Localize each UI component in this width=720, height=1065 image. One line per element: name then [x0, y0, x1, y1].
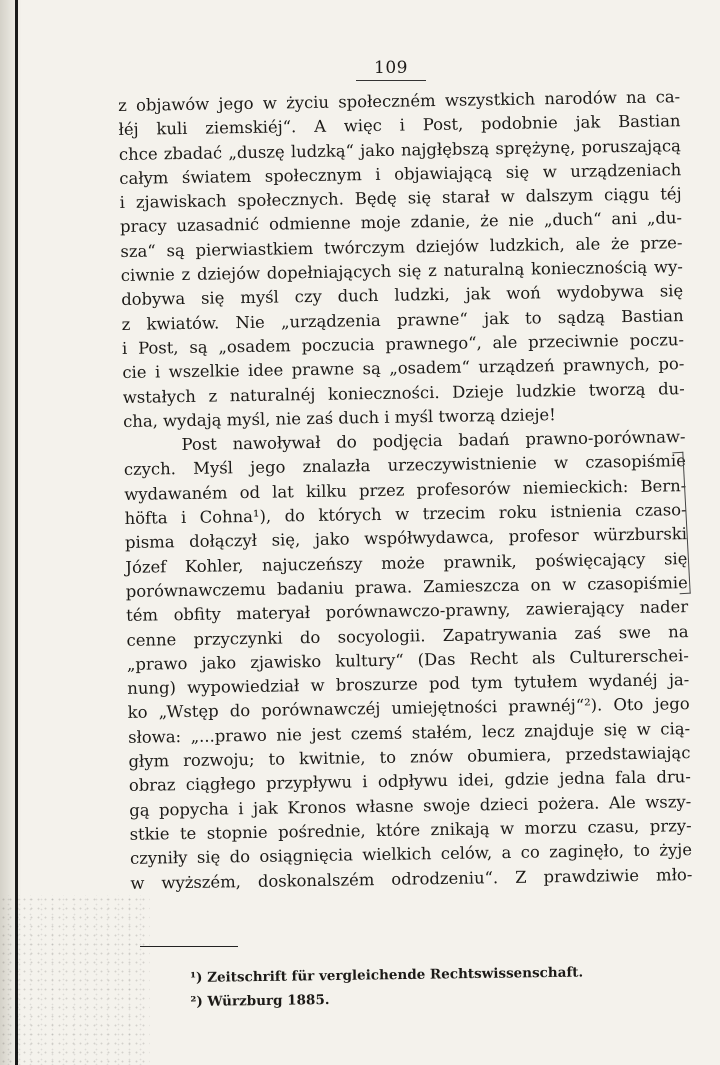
text-line: Post nawoływał do podjęcia badań prawno-porównaw- — [181, 427, 686, 455]
header-rule — [356, 80, 426, 81]
text-line: porównawczemu badaniu prawa. Zamieszcza on w czasopiśmie — [125, 573, 688, 601]
text-line: całym światem społecznym i objawiającą się w urządzeniach — [119, 160, 682, 188]
text-line: nung) wypowiedział w broszurze pod tym tytułem wydanéj ja- — [127, 670, 690, 699]
text-line: głym rozwoju; to kwitnie, to znów obumiera, przedstawiając — [128, 743, 691, 771]
text-line: z kwiatów. Nie „urządzenia prawne“ jak to sądzą Bastian — [121, 305, 684, 334]
text-line: dobywa się myśl czy duch ludzki, jak woń wydobywa się — [121, 281, 684, 310]
text-line: gą popycha i jak Kronos własne swoje dzieci pożera. Ale wszy- — [129, 791, 692, 820]
text-line: cha, wydają myśl, nie zaś duch i myśl tworzą dzieje! — [122, 405, 556, 431]
footnote-1: ¹) Zeitschrift für vergleichende Rechtswissenschaft. — [190, 964, 584, 986]
text-line: cie i wszelkie idee prawne są „osadem“ urządzeń prawnych, po- — [122, 354, 685, 383]
text-line: höfta i Cohna¹), do których w trzecim roku istnienia czaso- — [124, 500, 687, 528]
text-line: wstałych z naturalnéj konieczności. Dzieje ludzkie tworzą du- — [122, 378, 685, 407]
body-text — [118, 85, 693, 896]
text-line: czyniły się do osiągnięcia wielkich celów, a co zaginęło, to żyje — [129, 840, 693, 869]
text-line: ko „Wstęp do porównawczéj umiejętności prawnéj“²). Oto jego — [127, 694, 690, 723]
text-line: słowa: „...prawo nie jest czemś stałém, lecz znajduje się w cią- — [127, 718, 691, 747]
text-line: pisma dołączył się, jako współwydawca, profesor würzburski — [124, 524, 688, 553]
text-line: Józef Kohler, najuczeńszy może prawnik, poświęcający się — [125, 548, 688, 577]
text-line: w wyższém, doskonalszém odrodzeniu“. Z prawdziwie mło- — [130, 864, 693, 893]
text-line: i Post, są „osadem poczucia prawnego“, ale przeciwnie poczu- — [121, 330, 685, 358]
text-line: czych. Myśl jego znalazła urzeczywistnienie w czasopiśmie — [123, 451, 686, 480]
text-line: wydawaném od lat kilku przez profesorów niemieckich: Bern- — [124, 475, 687, 504]
text-line: „prawo jako zjawisko kultury“ (Das Recht als Culturerschei- — [126, 645, 690, 674]
text-line: ciwnie z dziejów dopełniających się z naturalną koniecznością wy- — [120, 257, 683, 286]
text-line: łéj kuli ziemskiéj“. A więc i Post, podobnie jak Bastian — [118, 111, 681, 140]
text-line: obraz ciągłego przypływu i odpływu idei, gdzie jedna fala dru- — [128, 767, 691, 796]
footnote-rule — [140, 946, 238, 947]
text-line: z objawów jego w życiu społeczném wszystkich narodów na ca- — [118, 87, 681, 115]
text-line: sza“ są pierwiastkiem twórczym dziejów ludzkich, ale że prze- — [120, 232, 683, 261]
text-line: cenne przyczynki do socyologii. Zapatrywania zaś swe na — [126, 621, 689, 650]
text-line: stkie te stopnie pośrednie, które znikają w morzu czasu, przy- — [129, 815, 692, 844]
text-line: tém obfity materyał porównawczo-prawny, zawierający nader — [126, 597, 689, 626]
paper-speckle — [0, 895, 150, 1065]
text-line: pracy uzasadnić odmienne moje zdanie, że nie „duch“ ani „du- — [119, 208, 683, 237]
footnotes — [190, 959, 671, 1014]
text-line: chce zbadać „duszę ludzką“ jako najgłębszą sprężynę, poruszającą — [118, 135, 682, 164]
page-number: 109 — [374, 58, 408, 78]
footnote-2: ²) Würzburg 1885. — [190, 992, 330, 1010]
text-line: i zjawiskach społecznych. Będę się starał w dalszym ciągu téj — [119, 184, 682, 213]
